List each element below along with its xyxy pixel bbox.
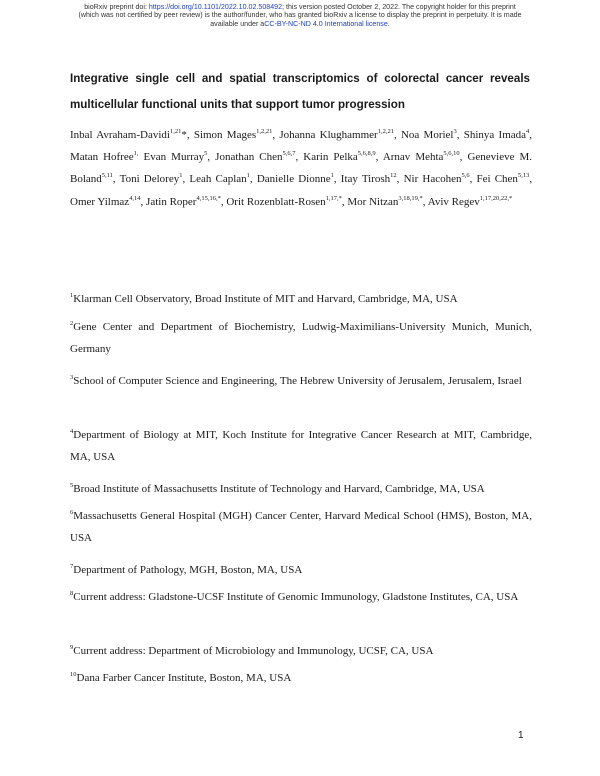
author-name: Evan Murray: [143, 151, 205, 164]
license-link[interactable]: CC-BY-NC-ND 4.0 International license: [264, 19, 388, 28]
author: [464, 129, 532, 141]
affiliation-number: 5: [70, 482, 74, 489]
author-affiliation-marker: 5,13: [517, 172, 530, 180]
author-affiliation-marker: 1: [179, 172, 183, 180]
affiliation-number: 6: [70, 509, 74, 516]
author: [303, 151, 383, 163]
doi-link[interactable]: https://doi.org/10.1101/2022.10.02.508492: [148, 3, 283, 11]
author-name: Arnav Mehta: [382, 151, 444, 164]
author: [189, 173, 256, 185]
author-separator: ,: [393, 129, 401, 141]
affiliation-text: Current address: Department of Microbiology and Immunology, UCSF, CA, USA: [73, 645, 434, 657]
affiliation-1: [70, 288, 532, 310]
author-name: Itay Tirosh: [340, 173, 391, 186]
affiliation-text: Department of Biology at MIT, Koch Institute for Integrative Cancer Research at MIT, Cambridge, MA, USA: [70, 429, 532, 463]
author-affiliation-marker: 5: [204, 150, 208, 158]
affiliation-3: [70, 370, 532, 392]
author-separator: ,: [529, 129, 533, 141]
author: [477, 173, 533, 185]
header-line-1: [40, 3, 560, 11]
author-affiliation-marker: 5,6,7: [282, 150, 296, 158]
header-text: .: [387, 19, 390, 28]
author-affiliation-marker: 3: [453, 128, 457, 135]
affiliation-text: School of Computer Science and Engineering, The Hebrew University of Jerusalem, Jerusalem, Israel: [73, 375, 522, 387]
header-text: ; this version posted October 2, 2022. The copyright holder for this preprint: [282, 3, 516, 11]
author-affiliation-marker: 5,6: [461, 172, 470, 180]
author-separator: ,: [375, 151, 383, 164]
author-affiliation-marker: 1,: [133, 150, 139, 158]
author-affiliation-marker: 1,17,20,22,*: [479, 194, 513, 202]
author-name: Aviv Regev: [427, 195, 480, 208]
author: [428, 196, 513, 208]
affiliation-2: [70, 316, 532, 360]
author-affiliation-marker: 1: [246, 172, 250, 180]
author-name: Omer Yilmaz: [70, 195, 130, 208]
author-name: Jatin Roper: [146, 195, 197, 208]
author: [341, 173, 404, 185]
affiliation-8: [70, 586, 532, 608]
affiliation-text: Dana Farber Cancer Institute, Boston, MA, USA: [76, 672, 292, 684]
affiliation-text: Klarman Cell Observatory, Broad Institute of MIT and Harvard, Cambridge, MA, USA: [73, 293, 458, 305]
author-separator: ,: [207, 151, 216, 164]
affiliation-10: [70, 667, 532, 689]
author: [70, 151, 144, 163]
author-affiliation-marker: 5,6,10: [443, 150, 460, 158]
author: [70, 129, 194, 141]
author: [70, 196, 146, 208]
affiliation-text: Current address: Gladstone-UCSF Institute of Genomic Immunology, Gladstone Institutes, CA, USA: [73, 591, 519, 603]
author: [194, 129, 280, 141]
author-affiliation-marker: 4,15,16,*: [196, 194, 221, 202]
author-name: Shinya Imada: [463, 129, 527, 141]
author-affiliation-marker: 4,14: [129, 194, 141, 202]
author-separator: ,: [456, 129, 464, 141]
header-text: bioRxiv preprint doi:: [84, 3, 149, 11]
header-line-3: [40, 20, 560, 28]
author-name: Genevieve M. Boland: [70, 151, 533, 186]
author-affiliation-marker: 1,2,21: [377, 128, 394, 135]
paper-title: Integrative single cell and spatial transcriptomics of colorectal cancer reveals multicellular functional units that support tumor progression: [70, 72, 530, 111]
author-separator: ,: [529, 173, 533, 186]
author-affiliation-marker: 5,11: [101, 172, 113, 180]
author: [257, 173, 341, 185]
author-affiliation-marker: 1,17,*: [325, 194, 342, 202]
author: [144, 151, 216, 163]
affiliation-number: 9: [70, 644, 74, 651]
author: [146, 196, 226, 208]
author: [383, 151, 468, 163]
author-name: Noa Moriel: [400, 129, 454, 141]
author-separator: ,: [469, 173, 477, 186]
author-name: Inbal Avraham-Davidi: [70, 129, 170, 141]
author-name: Jonathan Chen: [215, 151, 283, 164]
author-name: Karin Pelka: [303, 151, 358, 164]
affiliation-7: [70, 559, 532, 581]
affiliation-number: 4: [70, 428, 74, 435]
author: [401, 129, 464, 141]
author: [404, 173, 477, 185]
author-name: Mor Nitzan: [347, 195, 399, 208]
author-separator: ,: [333, 173, 341, 186]
author-separator: ,: [140, 195, 147, 208]
affiliation-4: [70, 424, 532, 468]
author-name: Orit Rozenblatt-Rosen: [226, 195, 326, 208]
affiliation-text: Gene Center and Department of Biochemistry, Ludwig-Maximilians-University Munich, Munich, Germany: [70, 321, 532, 355]
author: [347, 196, 427, 208]
author-separator: ,: [341, 195, 348, 208]
author-separator: ,: [220, 195, 227, 208]
author: [226, 196, 347, 208]
author-affiliation-marker: 1,21: [169, 128, 182, 135]
author-list: [70, 124, 532, 213]
affiliation-number: 8: [70, 590, 74, 597]
author-affiliation-marker: 3,18,19,*: [398, 194, 423, 202]
author-separator: ,: [459, 151, 468, 164]
author-name: Nir Hacohen: [403, 173, 462, 186]
affiliation-9: [70, 640, 532, 662]
header-line-2: (which was not certified by peer review) is the author/funder, who has granted bioRxiv a license to display the preprint in perpetuity. It is made: [78, 11, 522, 20]
author-affiliation-marker: 1: [330, 172, 334, 180]
author: [120, 173, 190, 185]
author-separator: ,: [396, 173, 404, 186]
author-separator: *,: [181, 129, 194, 141]
header-text: available under a: [210, 19, 265, 28]
affiliation-number: 7: [70, 563, 74, 570]
author-name: Danielle Dionne: [256, 173, 331, 186]
author-name: Leah Caplan: [189, 173, 247, 186]
author-name: Johanna Klughammer: [279, 129, 378, 141]
author-separator: ,: [249, 173, 257, 186]
affiliation-text: Broad Institute of Massachusetts Institute of Technology and Harvard, Cambridge, MA, USA: [73, 483, 485, 495]
page-number: 1: [518, 730, 524, 741]
author: [279, 129, 401, 141]
affiliation-number: 1: [70, 292, 74, 299]
author-affiliation-marker: 12: [390, 172, 397, 180]
author-name: Simon Mages: [193, 129, 257, 141]
author-separator: ,: [112, 173, 120, 186]
author-separator: ,: [182, 173, 190, 186]
author-name: Toni Delorey: [119, 173, 180, 186]
author: [215, 151, 303, 163]
affiliation-5: [70, 478, 532, 500]
author-separator: ,: [295, 151, 304, 164]
affiliation-6: [70, 505, 532, 549]
author-separator: ,: [422, 195, 428, 208]
affiliation-text: Department of Pathology, MGH, Boston, MA, USA: [73, 564, 303, 576]
author-affiliation-marker: 1,2,21: [256, 128, 273, 135]
author-name: Matan Hofree: [70, 151, 134, 164]
author-name: Fei Chen: [476, 173, 518, 186]
affiliation-number: 2: [70, 320, 74, 327]
author-affiliation-marker: 5,6,8,9: [357, 150, 376, 158]
author-separator: ,: [272, 129, 280, 141]
author-affiliation-marker: 4: [526, 128, 530, 135]
affiliation-number: 10: [70, 671, 77, 678]
preprint-header: [40, 3, 560, 28]
affiliation-number: 3: [70, 374, 74, 381]
affiliation-text: Massachusetts General Hospital (MGH) Cancer Center, Harvard Medical School (HMS), Boston, MA, USA: [70, 510, 532, 544]
